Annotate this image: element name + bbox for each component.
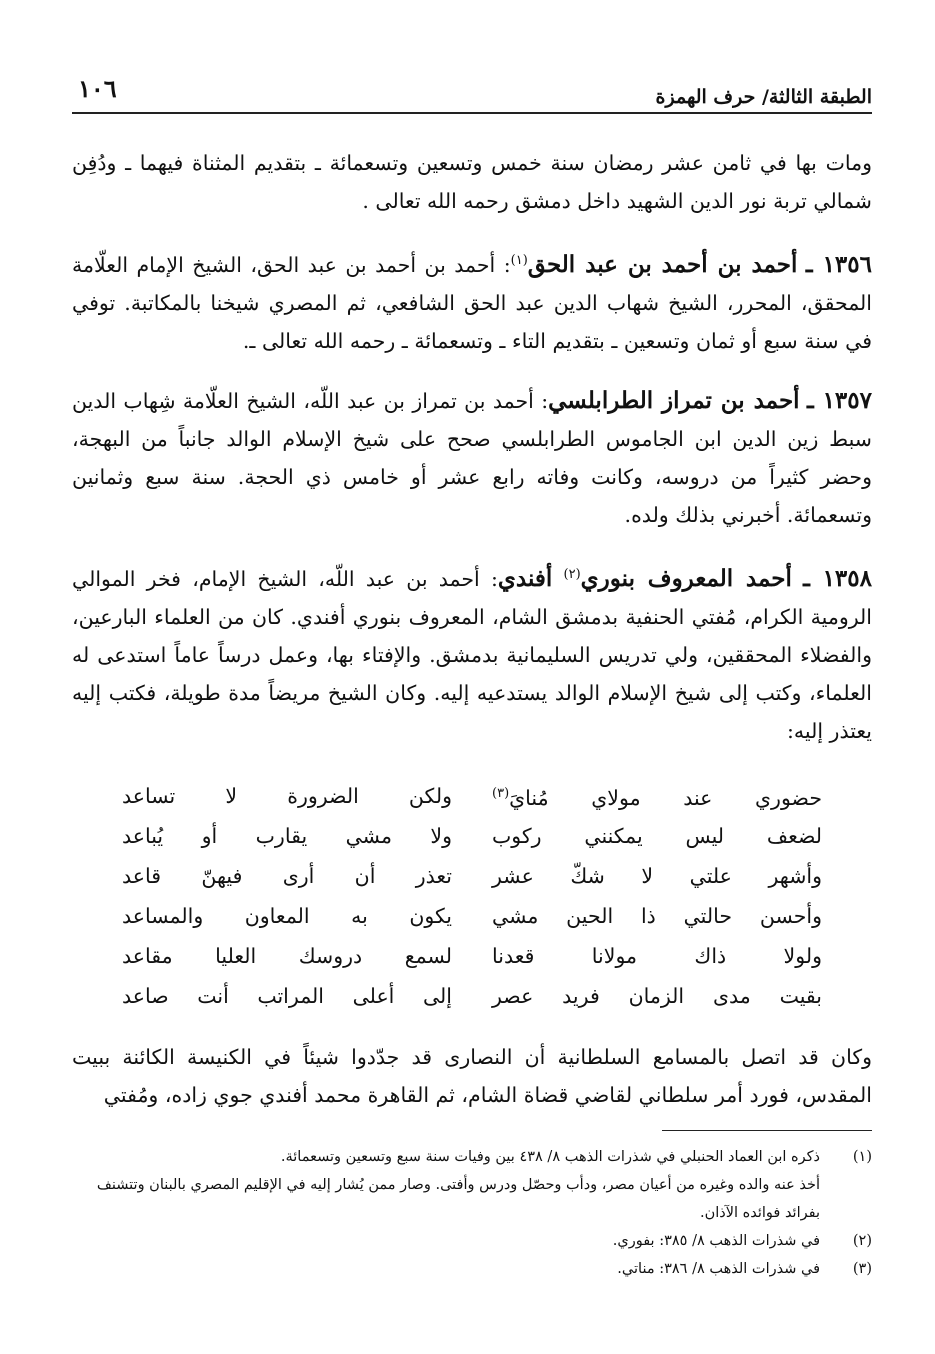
footnote bbox=[72, 1227, 872, 1255]
poem-verse bbox=[72, 936, 872, 976]
footnote bbox=[72, 1255, 872, 1283]
verse-first-hemistich: ولولا ذاك مولانا قعدنا bbox=[492, 943, 822, 968]
verse-first-hemistich: بقيت مدى الزمان فريد عصر bbox=[492, 983, 822, 1008]
footnote-body bbox=[72, 1143, 820, 1227]
footnote-number: (٢) bbox=[852, 1232, 872, 1249]
verse-second-hemistich: يكون به المعاون والمساعد bbox=[122, 903, 452, 928]
footnote bbox=[72, 1143, 872, 1227]
verse-second-hemistich: لسمع دروسك العليا مقاعد bbox=[122, 943, 452, 968]
entry-1356 bbox=[72, 242, 872, 360]
footnote-line: في شذرات الذهب ٨/ ٣٨٥: بفوري. bbox=[612, 1232, 820, 1249]
entry-name: أحمد بن أحمد بن عبد الحق bbox=[527, 250, 798, 278]
footnote-line: أخذ عنه والده وغيره من أعيان مصر، ودأب وحصّل ودرس وأفتى. وصار ممن يُشار إليه في الإقليم المصري بالبنان وتتشنف بفرائد فوائده الآذان. bbox=[96, 1176, 820, 1221]
verse-second-hemistich: ولا مشي يقارب أو يُباعد bbox=[122, 823, 452, 848]
verse-first-hemistich: لضعف ليس يمكنني ركوب bbox=[492, 823, 822, 848]
verse-second-hemistich: إلى أعلى المراتب أنت صاعد bbox=[122, 983, 452, 1008]
footnote-number: (١) bbox=[852, 1148, 872, 1165]
main-text bbox=[72, 144, 872, 1114]
entry-text: : أحمد بن أحمد بن عبد الحق، الشيخ الإمام العلّامة المحقق، المحرر، الشيخ شهاب الدين عبد الحق الشافعي، ثم المصري شيخنا بالمكاتبة. توفي في سنة سبع أو ثمان وتسعين ـ بتقديم التاء ـ وتسعمائة ـ رحمه الله تعالى ـ. bbox=[72, 252, 872, 353]
entry-number: ١٣٥٦ ـ bbox=[805, 250, 872, 278]
poem-verse bbox=[72, 896, 872, 936]
footnote-ref: (٣) bbox=[492, 785, 510, 801]
entry-number: ١٣٥٧ ـ bbox=[806, 386, 872, 414]
paragraph-continuation: ومات بها في ثامن عشر رمضان سنة خمس وتسعين وتسعمائة ـ بتقديم المثناة فيهما ـ ودُفِن شمالي تربة نور الدين الشهيد داخل دمشق رحمه الله تعالى . bbox=[72, 151, 872, 213]
hemistich-text: حضوري عند مولاي مُنايَ bbox=[509, 785, 822, 810]
footnote-number: (٣) bbox=[852, 1260, 872, 1277]
verse-second-hemistich: ولكن الضرورة لا تساعد bbox=[122, 783, 452, 808]
entry-text: : أحمد بن تمراز بن عبد اللّه، الشيخ العلّامة شِهاب الدين سبط زين الدين ابن الجاموس الطرابلسي صحح على شيخ الإسلام الوالد جانباً من البهجة، وحضر كثيراً من دروسه، وكانت وفاته رابع عشر أو خامس ذي الحجة. سنة سبع وثمانين وتسعمائة. أخبرني بذلك ولده. bbox=[72, 388, 872, 527]
entry-1357 bbox=[72, 382, 872, 534]
poem-verse bbox=[72, 816, 872, 856]
poem-verse bbox=[72, 856, 872, 896]
running-header bbox=[72, 64, 872, 114]
verse-first-hemistich bbox=[492, 775, 822, 817]
footnote-body bbox=[72, 1227, 820, 1255]
poem-verse bbox=[72, 976, 872, 1016]
entry-number: ١٣٥٨ ـ bbox=[803, 564, 872, 592]
footnote-line: في شذرات الذهب ٨/ ٣٨٦: مناتي. bbox=[617, 1260, 820, 1277]
verse-first-hemistich: وأحسن حالتي ذا الحين مشي bbox=[492, 903, 822, 928]
running-head-title: الطبقة الثالثة/ حرف الهمزة bbox=[655, 86, 872, 108]
footnote-line: ذكره ابن العماد الحنبلي في شذرات الذهب ٨/ ٤٣٨ بين وفيات سنة سبع وتسعين وتسعمائة. bbox=[280, 1148, 820, 1165]
footnotes bbox=[72, 1143, 872, 1283]
entry-1358 bbox=[72, 556, 872, 750]
entry-name: أحمد بن تمراز الطرابلسي bbox=[548, 386, 800, 414]
entry-name: أحمد المعروف بنوري bbox=[580, 564, 792, 592]
book-page bbox=[72, 64, 872, 1283]
paragraph-after-poem: وكان قد اتصل بالمسامع السلطانية أن النصارى قد جدّدوا شيئاً في الكنيسة الكائنة ببيت المقدس، فورد أمر سلطاني لقاضي قضاة الشام، ثم القاهرة محمد أفندي جوي زاده، ومُفتي bbox=[72, 1044, 872, 1107]
entry-name-suffix: أفندي bbox=[497, 564, 553, 592]
footnote-divider bbox=[662, 1130, 872, 1131]
poem-verse bbox=[72, 776, 872, 816]
verse-first-hemistich: وأشهر علتي لا شكّ عشر bbox=[492, 863, 822, 888]
page-number: ١٠٦ bbox=[78, 74, 117, 103]
footnote-body bbox=[72, 1255, 820, 1283]
footnote-ref: (١) bbox=[510, 253, 528, 268]
footnote-ref: (٢) bbox=[563, 566, 581, 582]
verse-second-hemistich: تعذر أن أرى فيهنّ قاعد bbox=[122, 863, 452, 888]
entry-text: : أحمد بن عبد اللّه، الشيخ الإمام، فخر الموالي الرومية الكرام، مُفتي الحنفية بدمشق الشام، المعروف بنوري أفندي. كان من العلماء البارعين، والفضلاء المحققين، ولي تدريس السليمانية بدمشق. والإفتاء بها، وعمل درساً عاماً استدعى له العلماء، وكتب إلى شيخ الإسلام الوالد يستدعيه إليه. وكان الشيخ مريضاً مدة طويلة، فكتب إليه يعتذر إليه: bbox=[72, 566, 872, 743]
poem bbox=[72, 776, 872, 1016]
